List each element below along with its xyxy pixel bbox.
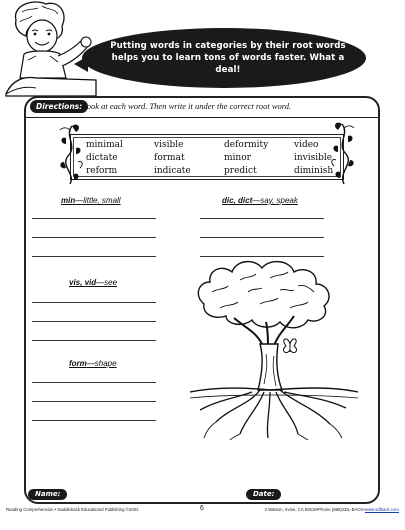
speech-bubble-tail [74,56,88,72]
answer-line[interactable] [200,218,324,219]
word-item: minor [224,153,251,163]
left-vine-decoration [58,122,84,188]
answer-line[interactable] [32,302,156,303]
directions-divider [26,117,378,118]
footer-address: 3 Watson, Irvine, CA 92618•Phone (888)SDL-BACK• [264,507,365,512]
answer-line[interactable] [32,237,156,238]
answer-line[interactable] [32,256,156,257]
word-item: reform [86,166,118,176]
root-meaning: —little, small [75,196,121,205]
word-item: indicate [154,166,191,176]
footer-contact [265,507,399,512]
word-item: invisible [294,153,333,163]
root-meaning: —shape [86,359,117,368]
page-number: 6 [200,505,204,512]
answer-line[interactable] [32,340,156,341]
root-word: dic, dict [222,196,253,205]
footer-publisher: Reading Comprehension • Saddleback Educational Publishing ©2002 [6,507,139,512]
root-meaning: —see [96,278,118,287]
word-item: diminish [294,166,334,176]
root-word: min [61,196,76,205]
date-label: Date: [246,489,281,500]
answer-line[interactable] [200,237,324,238]
root-word: form [69,359,87,368]
answer-line[interactable] [32,420,156,421]
word-item: deformity [224,140,269,150]
root-heading-form [69,359,117,368]
tree-illustration [190,258,358,440]
answer-line[interactable] [32,218,156,219]
answer-line[interactable] [32,401,156,402]
word-item: visible [154,140,184,150]
root-heading-vis-vid [69,278,117,287]
answer-line[interactable] [200,256,324,257]
word-item: dictate [86,153,118,163]
word-item: video [294,140,319,150]
root-heading-min [61,196,121,205]
word-item: predict [224,166,257,176]
directions-label: Directions: [30,100,88,113]
name-label: Name: [28,489,67,500]
answer-line[interactable] [32,382,156,383]
directions-text: Look at each word. Then write it under the correct root word. [82,101,292,111]
answer-line[interactable] [32,321,156,322]
footer-website-link[interactable]: www.sdlback.com [364,507,399,512]
root-word: vis, vid [69,278,97,287]
word-list [86,139,336,177]
root-meaning: —say, speak [252,196,298,205]
word-item: minimal [86,140,123,150]
word-item: format [154,153,185,163]
root-heading-dic-dict [222,196,298,205]
bubble-text: Putting words in categories by their root words helps you to learn tons of words faster. What a deal! [110,41,346,75]
girl-illustration [2,0,98,98]
